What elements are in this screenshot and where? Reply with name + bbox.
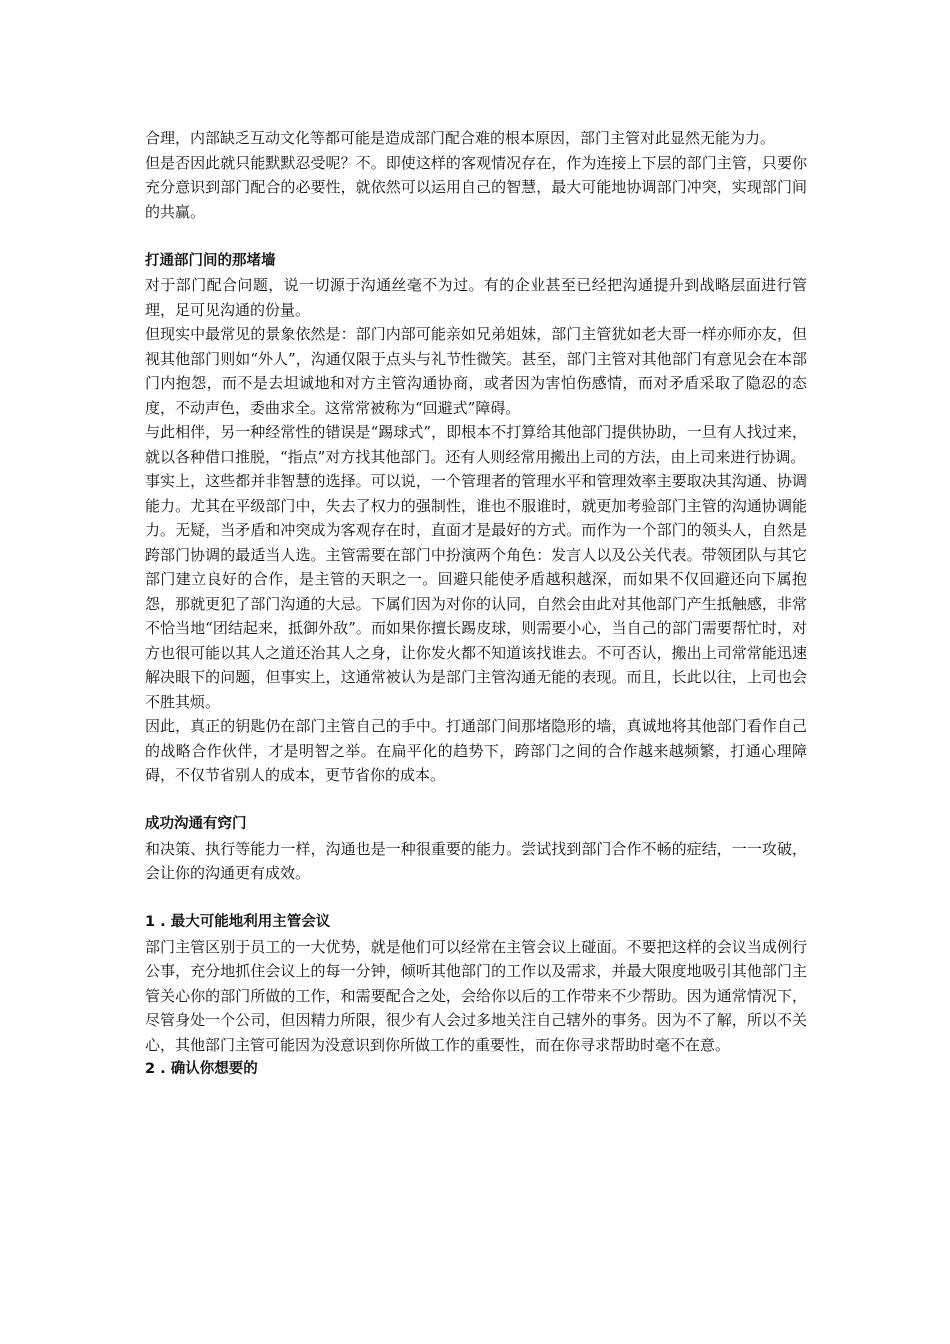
- paragraph: 部门主管区别于员工的一大优势，就是他们可以经常在主管会议上碰面。不要把这样的会议当成例行公事，充分地抓住会议上的每一分钟，倾听其他部门的工作以及需求，并最大限度地吸引其他部门主管关心你的部门所做的工作，和需要配合之处，会给你以后的工作带来不少帮助。因为通常情况下，尽管身处一个公司，但因精力所限，很少有人会过多地关注自己辖外的事务。因为不了解，所以不关心，其他部门主管可能因为没意识到你所做工作的重要性，而在你寻求帮助时毫不在意。: [145, 937, 807, 1054]
- subsection-heading: 2 . 确认你想要的: [145, 1061, 258, 1077]
- subsection-heading: 1 . 最大可能地利用主管会议: [145, 914, 331, 930]
- blank-line: [145, 788, 807, 813]
- paragraph: 事实上，这些都并非智慧的选择。可以说，一个管理者的管理水平和管理效率主要取决其沟通、协调能力。尤其在平级部门中，失去了权力的强制性，谁也不服谁时，就更加考验部门主管的沟通协调能力。无疑，当矛盾和冲突成为客观存在时，直面才是最好的方式。而作为一个部门的领头人，自然是跨部门协调的最适当人选。主管需要在部门中扮演两个角色：发言人以及公关代表。带领团队与其它部门建立良好的合作，是主管的天职之一。回避只能使矛盾越积越深，而如果不仅回避还向下属抱怨，那就更犯了部门沟通的大忌。下属们因为对你的认同，自然会由此对其他部门产生抵触感，非常不恰当地“团结起来，抵御外敌”。而如果你擅长踢皮球，则需要小心，当自己的部门需要帮忙时，对方也很可能以其人之道还治其人之身，让你发火都不知道该找谁去。不可否认，搬出上司常常能迅速解决眼下的问题，但事实上，这通常被认为是部门主管沟通无能的表现。而且，长此以往，上司也会不胜其烦。: [145, 472, 807, 711]
- paragraph: 与此相伴，另一种经常性的错误是“踢球式”，即根本不打算给其他部门提供协助，一旦有人找过来，就以各种借口推脱，“指点”对方找其他部门。还有人则经常用搬出上司的方法，由上司来进行协调。: [145, 423, 807, 466]
- paragraph: 对于部门配合问题，说一切源于沟通丝毫不为过。有的企业甚至已经把沟通提升到战略层面进行管理，足可见沟通的份量。: [145, 276, 807, 319]
- section-heading: 打通部门间的那堵墙: [145, 252, 276, 269]
- paragraph: 和决策、执行等能力一样，沟通也是一种很重要的能力。尝试找到部门合作不畅的症结，一一攻破，会让你的沟通更有成效。: [145, 839, 807, 882]
- section-heading: 成功沟通有窍门: [145, 816, 247, 832]
- blank-line: [145, 886, 807, 911]
- paragraph: 因此，真正的钥匙仍在部门主管自己的手中。打通部门间那堵隐形的墙，真诚地将其他部门看作自己的战略合作伙伴，才是明智之举。在扁平化的趋势下，跨部门之间的合作越来越频繁，打通心理障碍，不仅节省别人的成本，更节省你的成本。: [145, 717, 807, 784]
- paragraph: 但现实中最常见的景象依然是：部门内部可能亲如兄弟姐妹，部门主管犹如老大哥一样亦师亦友，但视其他部门则如“外人”，沟通仅限于点头与礼节性微笑。甚至，部门主管对其他部门有意见会在本部门内抱怨，而不是去坦诚地和对方主管沟通协商，或者因为害怕伤感情，而对矛盾采取了隐忍的态度，不动声色，委曲求全。这常常被称为“回避式”障碍。: [145, 325, 807, 417]
- paragraph: 合理，内部缺乏互动文化等都可能是造成部门配合难的根本原因，部门主管对此显然无能为力。: [145, 129, 776, 147]
- document-page: [145, 126, 807, 1082]
- paragraph: 但是否因此就只能默默忍受呢？不。即使这样的客观情况存在，作为连接上下层的部门主管，只要你充分意识到部门配合的必要性，就依然可以运用自己的智慧，最大可能地协调部门冲突，实现部门间的共赢。: [145, 153, 807, 221]
- blank-line: [145, 224, 807, 249]
